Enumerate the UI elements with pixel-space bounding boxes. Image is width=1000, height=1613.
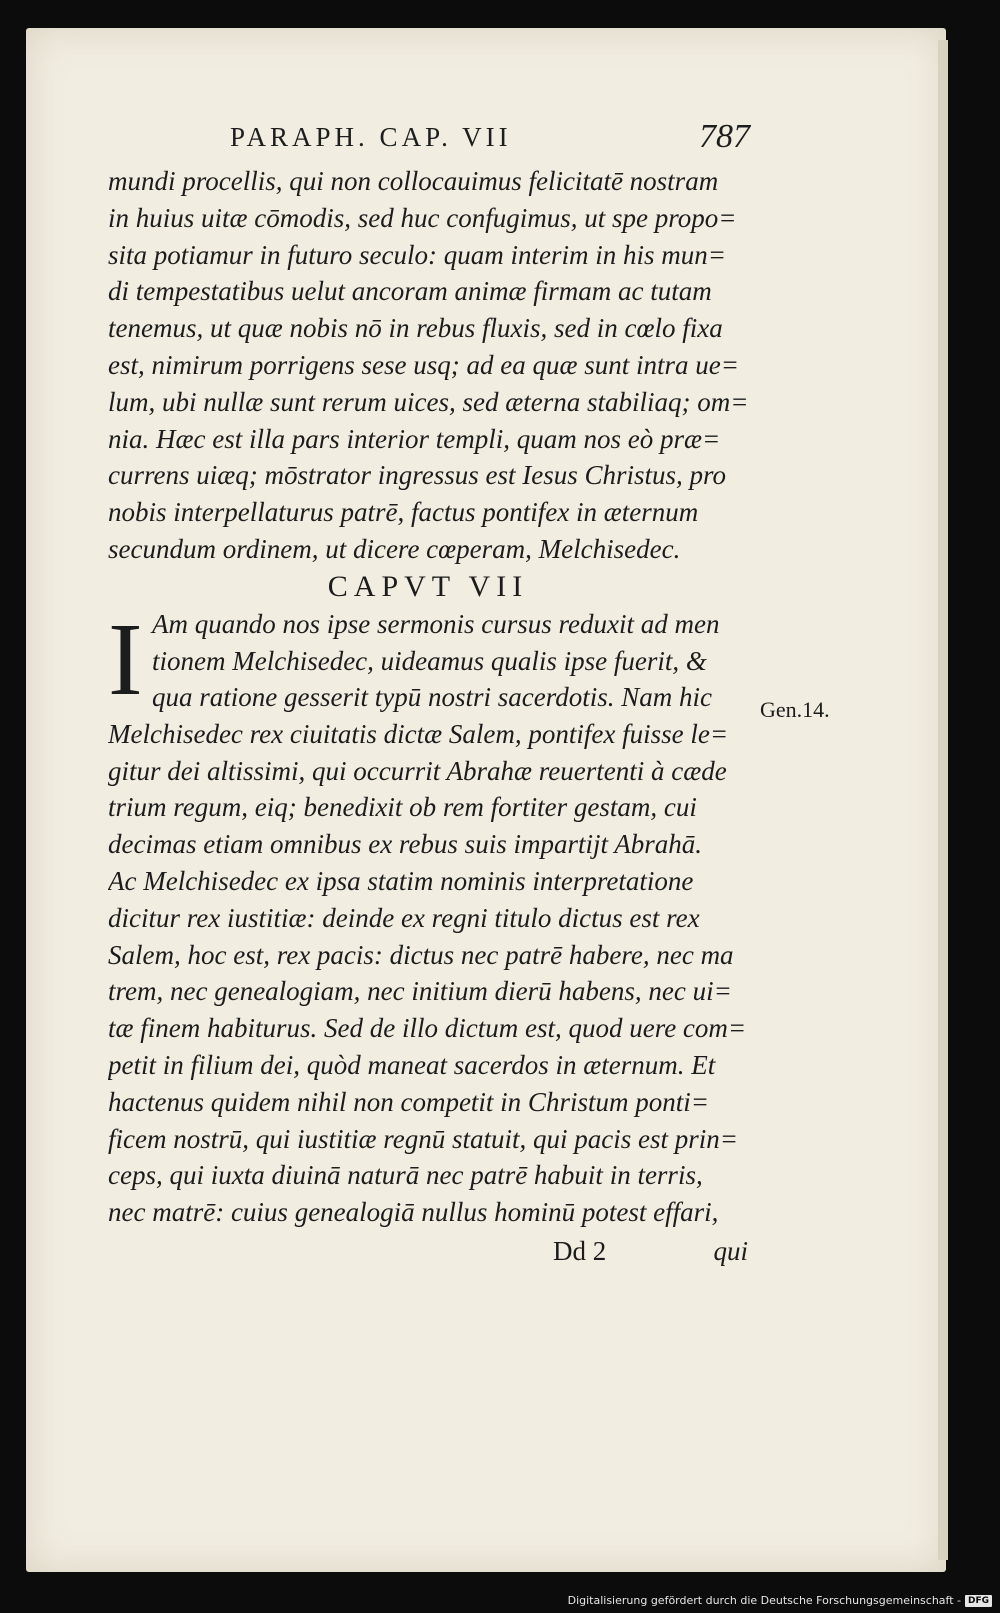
text-line: dicitur rex iustitiæ: deinde ex regni titulo dictus est rex [108, 902, 700, 933]
signature-mark: Dd 2 [553, 1236, 607, 1266]
text-line: tæ finem habiturus. Sed de illo dictum est, quod uere com= [108, 1013, 747, 1044]
text-line: tionem Melchisedec, uideamus qualis ipse fuerit, & [152, 645, 707, 676]
text-line: di tempestatibus uelut ancoram animæ firmam ac tutam [108, 276, 712, 307]
text-line: trem, nec genealogiam, nec initium dierū habens, nec ui= [108, 976, 732, 1007]
digitization-credit [568, 1594, 992, 1607]
text-line: nec matrē: cuius genealogiā nullus hominū potest effari, [108, 1197, 719, 1228]
text-line: sita potiamur in futuro seculo: quam interim in his mun= [108, 239, 726, 270]
text-line: secundum ordinem, ut dicere cœperam, Melchisedec. [108, 533, 681, 564]
chapter-opening [108, 601, 748, 717]
dfg-logo: DFG [965, 1595, 992, 1607]
page-foot [108, 1236, 748, 1272]
text-line: gitur dei altissimi, qui occurrit Abrahæ reuertenti à cæde [108, 755, 727, 786]
text-line: in huius uitæ cōmodis, sed huc confugimus, ut spe propo= [108, 202, 737, 233]
text-line: petit in filium dei, quòd maneat sacerdos in æternum. Et [108, 1049, 716, 1080]
paragraph-after [108, 716, 748, 1231]
page-number: 787 [699, 118, 750, 155]
text-line: hactenus quidem nihil non competit in Christum ponti= [108, 1086, 709, 1117]
drop-cap: I [108, 601, 143, 717]
text-line: Am quando nos ipse sermonis cursus reduxit ad men [152, 608, 720, 639]
text-line: Salem, hoc est, rex pacis: dictus nec patrē habere, nec ma [108, 939, 734, 970]
page-edge [938, 40, 948, 1560]
text-block [108, 163, 748, 1231]
credit-text: Digitalisierung gefördert durch die Deutsche Forschungsgemeinschaft - [567, 1594, 961, 1607]
paragraph-before [108, 163, 748, 568]
page-header [230, 118, 750, 166]
text-line: ceps, qui iuxta diuinā naturā nec patrē habuit in terris, [108, 1160, 703, 1191]
text-line: lum, ubi nullæ sunt rerum uices, sed æterna stabiliaq; om= [108, 386, 748, 417]
text-line: qua ratione gesserit typū nostri sacerdotis. Nam hic [152, 682, 712, 713]
text-line: tenemus, ut quæ nobis nō in rebus fluxis, sed in cœlo fixa [108, 313, 723, 344]
text-line: mundi procellis, qui non collocauimus felicitatē nostram [108, 166, 719, 196]
margin-note: Gen.14. [760, 697, 830, 722]
text-line: trium regum, eiq; benedixit ob rem fortiter gestam, cui [108, 792, 697, 823]
catchword: qui [713, 1236, 748, 1266]
text-line: ficem nostrū, qui iustitiæ regnū statuit, qui pacis est prin= [108, 1123, 738, 1154]
chapter-heading: CAPVT VII [327, 569, 529, 603]
running-head: PARAPH. CAP. VII [230, 122, 512, 152]
text-line: currens uiæq; mōstrator ingressus est Iesus Christus, pro [108, 460, 727, 491]
text-line: decimas etiam omnibus ex rebus suis impartijt Abrahā. [108, 829, 702, 860]
text-line: Ac Melchisedec ex ipsa statim nominis interpretatione [108, 865, 694, 896]
text-line: nobis interpellaturus patrē, factus pontifex in æternum [108, 497, 699, 528]
text-line: nia. Hæc est illa pars interior templi, quam nos eò præ= [108, 423, 721, 454]
text-line: est, nimirum porrigens sese usq; ad ea quæ sunt intra ue= [108, 349, 739, 380]
text-line: Melchisedec rex ciuitatis dictæ Salem, pontifex fuisse le= [108, 718, 729, 749]
